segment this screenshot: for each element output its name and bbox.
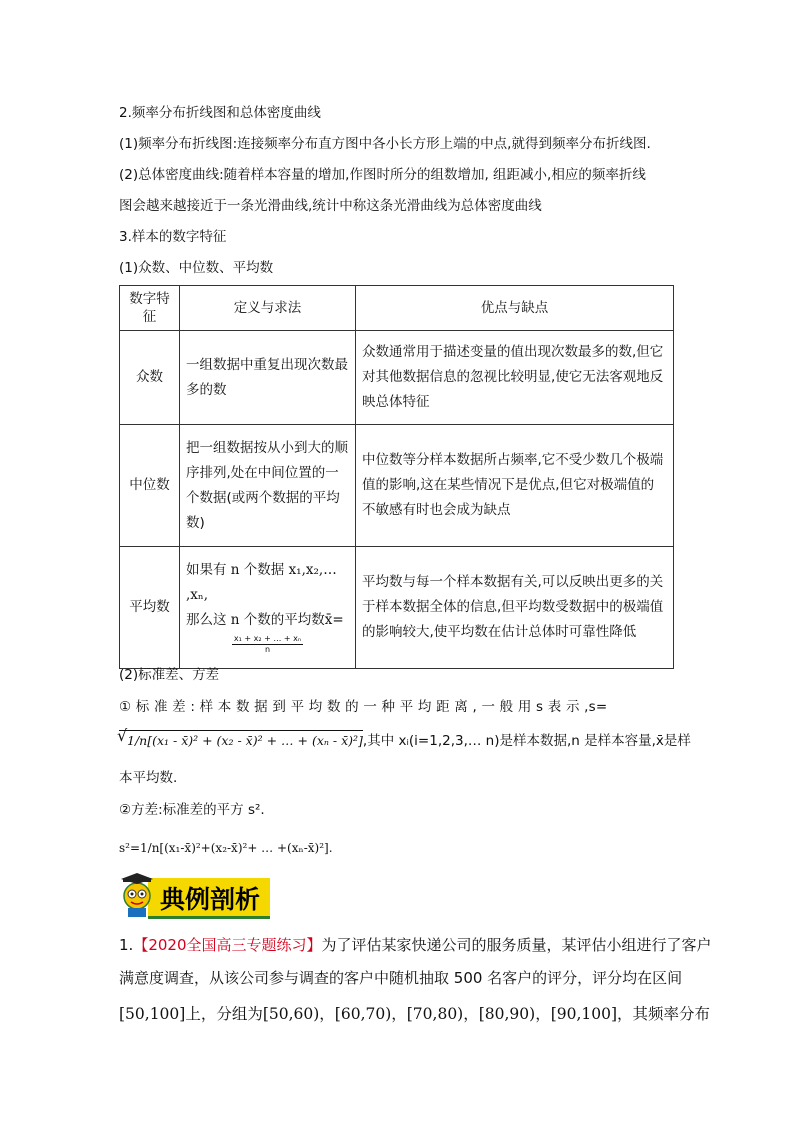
question-line-2: 满意度调查，从该公司参与调查的客户中随机抽取 500 名客户的评分，评分均在区间 xyxy=(119,969,683,987)
pros-cons-cell: 平均数与每一个样本数据有关,可以反映出更多的关于样本数据全体的信息,但平均数受数据中的极端值的影响较大,使平均数在估计总体时可靠性降低 xyxy=(356,547,674,669)
feature-name-cell: 中位数 xyxy=(120,425,180,547)
std-definition-line-c: 本平均数. xyxy=(119,770,178,786)
paragraph-density-curve-b: 图会越来越接近于一条光滑曲线,统计中称这条光滑曲线为总体密度曲线 xyxy=(119,198,542,214)
question-source: 【2020全国高三专题练习】 xyxy=(133,936,322,954)
table-row xyxy=(120,331,674,425)
subsection-mode-median-mean: (1)众数、中位数、平均数 xyxy=(119,260,274,276)
mean-fraction-denominator: n xyxy=(264,645,271,654)
question-number: 1. xyxy=(119,936,134,954)
table-header-row xyxy=(120,286,674,331)
definition-cell xyxy=(180,547,356,669)
definition-cell: 一组数据中重复出现次数最多的数 xyxy=(180,331,356,425)
mean-fraction-numerator: x₁ + x₂ + … + xₙ xyxy=(233,634,302,643)
banner-text: 典例剖析 xyxy=(160,885,261,914)
std-definition-line-b xyxy=(119,730,691,751)
mean-definition-line-a: 如果有 n 个数据 x₁,x₂,… ,xₙ, xyxy=(186,561,337,603)
section-title-numeric-features: 3.样本的数字特征 xyxy=(119,229,227,245)
paragraph-density-curve-a: (2)总体密度曲线:随着样本容量的增加,作图时所分的组数增加, 组距减小,相应的频率折线 xyxy=(119,167,646,183)
variance-formula: s²=1/n[(x₁-x̄)²+(x₂-x̄)²+ … +(xₙ-x̄)²]. xyxy=(119,841,333,855)
paragraph-frequency-polygon: (1)频率分布折线图:连接频率分布直方图中各小长方形上端的中点,就得到频率分布折线图. xyxy=(119,136,651,152)
mean-fraction xyxy=(232,634,303,655)
question-line-1 xyxy=(119,933,712,957)
question-text-1: 为了评估某家快递公司的服务质量，某评估小组进行了客户 xyxy=(321,936,712,954)
feature-name-cell: 众数 xyxy=(120,331,180,425)
std-definition-text: ,其中 xᵢ(i=1,2,3,… n)是样本数据,n 是样本容量,x̄是样 xyxy=(362,733,691,749)
pros-cons-cell: 众数通常用于描述变量的值出现次数最多的数,但它对其他数据信息的忽视比较明显,使它无法客观地反映总体特征 xyxy=(356,331,674,425)
variance-title: ②方差:标准差的平方 s². xyxy=(119,802,265,818)
section-title-frequency-polygon: 2.频率分布折线图和总体密度曲线 xyxy=(119,105,321,121)
table-header-cell: 数字特征 xyxy=(120,286,180,331)
subsection-std-variance: (2)标准差、方差 xyxy=(119,667,220,683)
table-header-cell: 定义与求法 xyxy=(180,286,356,331)
question-line-3: [50,100]上，分组为[50,60)，[60,70)，[70,80)，[80,90)，[90,100]，其频率分布 xyxy=(119,1005,711,1023)
table-header-cell: 优点与缺点 xyxy=(356,286,674,331)
definition-cell: 把一组数据按从小到大的顺序排列,处在中间位置的一个数据(或两个数据的平均数) xyxy=(180,425,356,547)
banner-graphic xyxy=(120,870,272,920)
mean-definition-line-b: 那么这 n 个数的平均数x̄= xyxy=(186,611,344,628)
feature-name-cell: 平均数 xyxy=(120,547,180,669)
pros-cons-cell: 中位数等分样本数据所占频率,它不受少数几个极端值的影响,这在某些情况下是优点,但它对极端值的不敏感有时也会成为缺点 xyxy=(356,425,674,547)
std-sqrt-formula: √ 1/n[(x₁ - x̄)² + (x₂ - x̄)² + … + (xₙ - x̄)²] xyxy=(119,730,363,751)
std-definition-line-a: ① 标 准 差 : 样 本 数 据 到 平 均 数 的 一 种 平 均 距 离 , 一 般 用 s 表 示 ,s= xyxy=(119,699,608,715)
example-analysis-banner xyxy=(120,870,272,920)
table-row xyxy=(120,425,674,547)
numeric-features-table xyxy=(119,285,674,669)
table-row xyxy=(120,547,674,669)
